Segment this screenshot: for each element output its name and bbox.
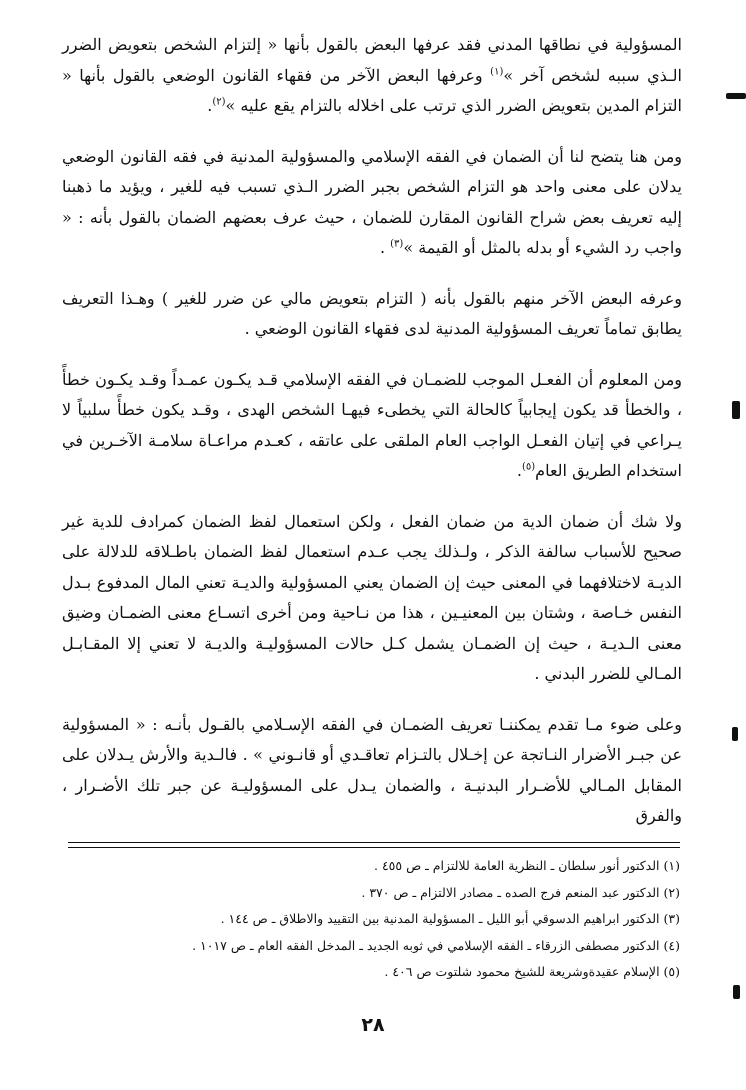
- footnote-2: (٢) الدكتور عبد المنعم فرج الصده ـ مصادر الالتزام ـ ص ٣٧٠ .: [361, 884, 680, 900]
- paragraph-3: وعرفه البعض الآخر منهم بالقول بأنه ( التزام بتعويض مالي عن ضرر للغير ) وهـذا التعريف يطابق تماماً تعريف المسؤولية المدنية لدى فقهاء القانون الوضعي .: [62, 288, 683, 338]
- paragraph-6: وعلى ضوء مـا تقدم يمكننـا تعريف الضمـان في الفقه الإسـلامي بالقـول بأنـه : « المسؤولية عن جبـر الأضرار النـاتجة عن إخـلال بالتـزام تعاقـدي أو قانـوني » . فالـدية والأرش يـدلان على المقابل المـالي للأضـرار البدنيـة ، والضمان يـدل على المسؤوليـة عن جبر تلك الأضـرار ، والفرق: [62, 714, 683, 825]
- footnote-ref-2: (٢): [212, 96, 226, 108]
- paragraph-2: ومن هنا يتضح لنا أن الضمان في الفقه الإسلامي والمسؤولية المدنية في فقه القانون الوضعي يدلان على معنى واحد هو التزام الشخص بجبر الضرر الـذي تسبب فيه للغير ، ويؤيد ما ذهبنا إليه تعريف بعض شراح القانون المقارن للضمان ، حيث عرف بعضهم الضمان بالقول بأنه : « واجب رد الشيء أو بدله بالمثل أو القيمة »$^{(٣)}$ .: [62, 146, 682, 257]
- scan-mark: [732, 401, 740, 419]
- page-number: ٢٨: [361, 1014, 385, 1036]
- footnote-separator: [68, 842, 680, 848]
- footnote-ref-5: (٥): [521, 461, 536, 473]
- footnote-ref-1: (١): [490, 66, 504, 78]
- scan-mark: [732, 727, 738, 741]
- footnote-ref-3: (٣): [390, 238, 404, 250]
- footnotes: [68, 853, 680, 986]
- footnote-5: (٥) الإسلام عقيدةوشريعة للشيخ محمود شلتوت ص ٤٠٦ .: [384, 964, 680, 979]
- scan-mark: [733, 985, 740, 999]
- body-text: [62, 30, 682, 852]
- footnote-4: (٤) الدكتور مصطفى الزرقاء ـ الفقه الإسلامي في ثوبه الجديد ـ المدخل الفقه العام ـ ص ١٠١٧ .: [192, 937, 680, 953]
- paragraph-5: ولا شك أن ضمان الدية من ضمان الفعل ، ولكن استعمال لفظ الضمان كمرادف للدية غير صحيح للأسباب سالفة الذكر ، ولـذلك يجب عـدم استعمال لفظ الضمان باطـلاقه للدلالة على الديـة لاختلافهما في المعنى حيث إن الضمان يعني المسؤولية والديـة تعني المال المدفوع بـدل النفس خـاصة ، وشتان بين المعنيـين ، هذا من نـاحية ومن أخرى اتسـاع معنى الضمـان وضيق معنى الـديـة ، حيث إن الضمـان يشمل كـل حالات المسؤوليـة والديـة لا تعني إلا المقـابـل المـالي للضرر البدني .: [62, 511, 683, 683]
- paragraph-1: المسؤولية في نطاقها المدني فقد عرفها البعض بالقول بأنها « إلتزام الشخص بتعويض الضرر الـذي سببه لشخص آخر »$^{(١)}$ وعرفها البعض الآخر من فقهاء القانون الوضعي بالقول بأنها « التزام المدين بتعويض الضرر الذي ترتب على اخلاله بالتزام يقع عليه »$^{(٢)}$.: [62, 35, 682, 115]
- footnote-3: (٣) الدكتور ابراهيم الدسوقي أبو الليل ـ المسؤولية المدنية بين التقييد والاطلاق ـ ص ١٤٤ .: [220, 911, 680, 926]
- scan-mark: [726, 93, 746, 99]
- paragraph-4: ومن المعلوم أن الفعـل الموجب للضمـان في الفقه الإسلامي قـد يكـون عمـداً وقـد يكـون خطأً ، والخطأ قد يكون إيجابياً كالحالة التي يخطىء فيهـا الشخص الهدى ، وقـد يكون خطأً سلبياً لا يـراعي في إتيان الفعـل الواجب العام الملقى على عاتقه ، كعـدم مراعـاة سلامـة الآخـرين في استخدام الطريق العام$^{(٥)}$.: [62, 369, 682, 480]
- footnote-1: (١) الدكتور أنور سلطان ـ النظرية العامة للالتزام ـ ص ٤٥٥ .: [374, 858, 680, 873]
